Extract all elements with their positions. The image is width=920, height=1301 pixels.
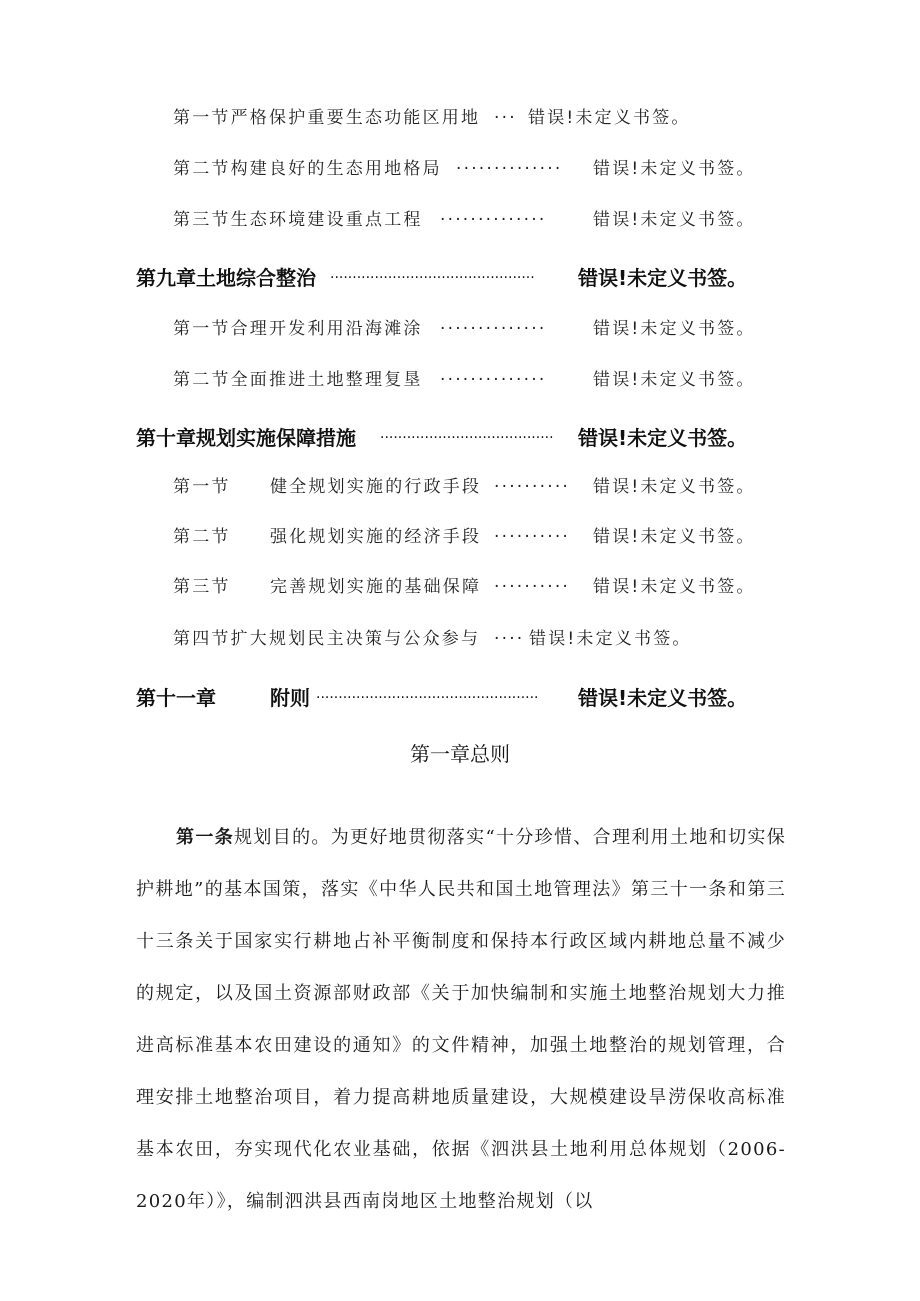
toc-title: 第二节全面推进土地整理复垦	[173, 370, 423, 390]
toc-entry-section[interactable]	[0, 624, 920, 648]
toc-page-ref: 错误!未定义书签。	[578, 686, 748, 710]
toc-entry-chapter[interactable]	[0, 422, 920, 450]
toc-title: 第二节构建良好的生态用地格局	[173, 159, 442, 179]
toc-entry-chapter[interactable]	[0, 262, 920, 290]
toc-entry-section[interactable]	[0, 572, 920, 596]
toc-entry-section[interactable]	[0, 314, 920, 338]
toc-title: 完善规划实施的基础保障	[270, 577, 482, 597]
toc-leader: ..............	[456, 154, 563, 174]
article-text: 规划目的。为更好地贯彻落实“十分珍惜、合理利用土地和切实保护耕地”的基本国策，落实《中华人民共和国土地管理法》第三十一条和第三十三条关于国家实行耕地占补平衡制度和保持本行政区域内耕地总量不减少的规定，以及国土资源部财政部《关于加快编制和实施土地整治规划大力推进高标准基本农田建设的通知》的文件精神，加强土地整治的规划管理，合理安排土地整治项目，着力提高耕地质量建设，大规模建设旱涝保收高标准基本农田，夯实现代化农业基础，依据《泗洪县土地利用总体规划（2006-2020年）》，编制泗洪县西南岗地区土地整治规划（以	[136, 827, 787, 1212]
toc-entry-section[interactable]	[0, 472, 920, 496]
toc-page-ref: 错误!未定义书签。	[593, 210, 756, 230]
article-lead: 第一条	[176, 827, 235, 848]
toc-entry-section[interactable]	[0, 154, 920, 178]
toc-entry-section[interactable]	[0, 103, 920, 127]
toc-title: 第一节严格保护重要生态功能区用地	[173, 108, 481, 128]
toc-entry-chapter[interactable]	[0, 682, 920, 710]
toc-leader: ..........	[494, 522, 571, 542]
toc-page-ref: 错误!未定义书签。	[593, 319, 756, 339]
toc-leader: ...	[494, 103, 517, 123]
toc-page-ref: 错误!未定义书签。	[529, 629, 692, 649]
toc-entry-section[interactable]	[0, 365, 920, 389]
toc-entry-section[interactable]	[0, 205, 920, 229]
toc-page-ref: 错误!未定义书签。	[578, 426, 748, 450]
toc-leader: ..................................................	[316, 686, 539, 702]
toc-title: 强化规划实施的经济手段	[270, 527, 482, 547]
toc-leader: ..............................................	[330, 266, 535, 282]
toc-page-ref: 错误!未定义书签。	[593, 577, 756, 597]
toc-chapter-number: 第十一章	[136, 686, 216, 710]
toc-title: 第一节合理开发利用沿海滩涂	[173, 319, 423, 339]
toc-section-number: 第一节	[173, 477, 231, 497]
toc-leader: ..........	[494, 572, 571, 592]
toc-page-ref: 错误!未定义书签。	[578, 266, 748, 290]
chapter-heading: 第一章总则	[410, 742, 510, 766]
toc-page-ref: 错误!未定义书签。	[593, 527, 756, 547]
toc-section-number: 第二节	[173, 527, 231, 547]
toc-leader: ..............	[440, 205, 547, 225]
article-paragraph	[136, 812, 786, 1228]
toc-entry-section[interactable]	[0, 522, 920, 546]
toc-page-ref: 错误!未定义书签。	[593, 477, 756, 497]
toc-leader: ..............	[440, 314, 547, 334]
toc-page-ref: 错误!未定义书签。	[593, 159, 756, 179]
toc-title: 第三节生态环境建设重点工程	[173, 210, 423, 230]
toc-page-ref: 错误!未定义书签。	[593, 370, 756, 390]
toc-leader: ....	[494, 624, 525, 644]
toc-leader: ..........	[494, 472, 571, 492]
toc-title: 第九章土地综合整治	[136, 266, 316, 290]
toc-leader: .......................................	[380, 426, 554, 442]
toc-section-number: 第三节	[173, 577, 231, 597]
toc-title: 第四节扩大规划民主决策与公众参与	[173, 629, 481, 649]
toc-title: 健全规划实施的行政手段	[270, 477, 482, 497]
toc-page-ref: 错误!未定义书签。	[528, 108, 691, 128]
toc-title: 第十章规划实施保障措施	[136, 426, 356, 450]
toc-leader: ..............	[440, 365, 547, 385]
toc-title: 附则	[270, 686, 310, 710]
